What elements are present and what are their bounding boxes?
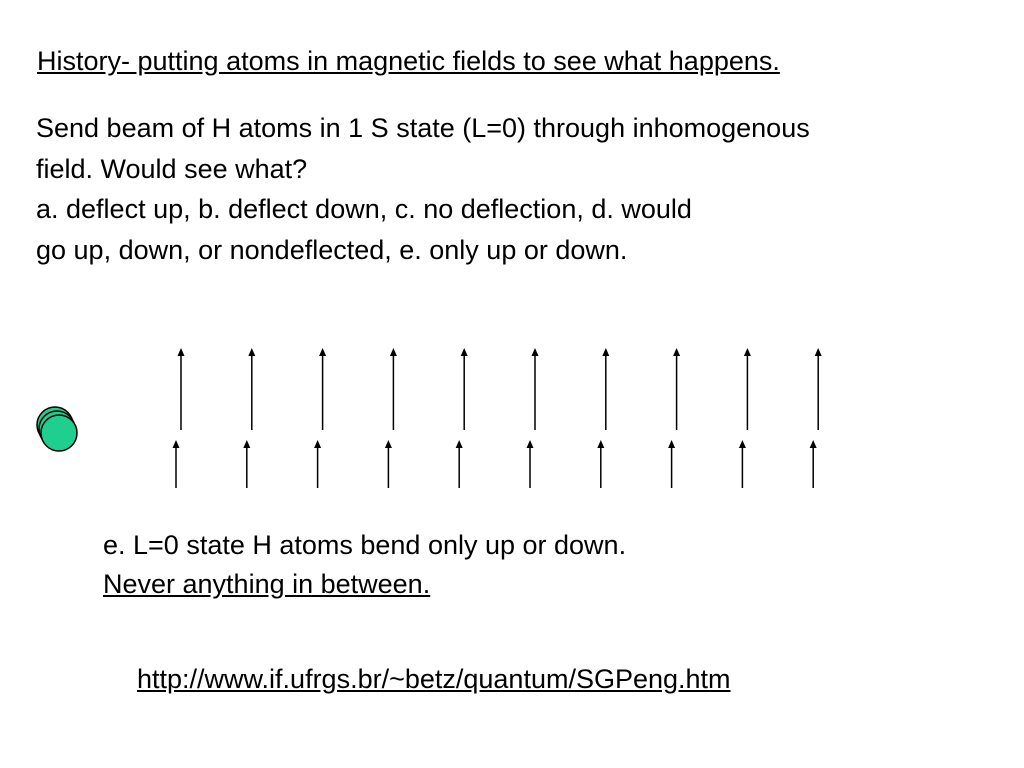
- question-line-4: go up, down, or nondeflected, e. only up or down.: [36, 234, 628, 265]
- upper-field-arrow: [532, 348, 539, 430]
- lower-field-arrow: [314, 440, 321, 488]
- answer-emphasis: Never anything in between.: [103, 569, 431, 599]
- lower-field-arrow: [385, 440, 392, 488]
- field-arrows: [173, 348, 822, 488]
- upper-field-arrow: [248, 348, 255, 430]
- upper-field-arrow: [390, 348, 397, 430]
- answer-text: [103, 526, 626, 604]
- upper-field-arrow: [178, 348, 185, 430]
- lower-field-arrow: [173, 440, 180, 488]
- lower-field-arrow: [243, 440, 250, 488]
- lower-field-arrow: [668, 440, 675, 488]
- question-line-2: field. Would see what?: [36, 153, 308, 184]
- answer-line: e. L=0 state H atoms bend only up or down.: [103, 530, 627, 560]
- reference-link[interactable]: http://www.if.ufrgs.br/~betz/quantum/SGPeng.htm: [137, 664, 731, 694]
- lower-field-arrow: [527, 440, 534, 488]
- upper-field-arrow: [673, 348, 680, 430]
- lower-field-arrow: [456, 440, 463, 488]
- question-line-1: Send beam of H atoms in 1 S state (L=0) through inhomogenous: [36, 113, 810, 143]
- slide-title: History- putting atoms in magnetic fields to see what happens.: [37, 46, 780, 76]
- upper-field-arrow: [815, 348, 822, 430]
- lower-field-arrow: [810, 440, 817, 488]
- upper-field-arrow: [461, 348, 468, 430]
- question-line-3: a. deflect up, b. deflect down, c. no deflection, d. would: [36, 194, 692, 224]
- upper-field-arrow: [744, 348, 751, 430]
- lower-field-arrow: [739, 440, 746, 488]
- atom-circle: [41, 415, 77, 451]
- upper-field-arrow: [602, 348, 609, 430]
- atom-beam-icon: [37, 407, 77, 451]
- upper-field-arrow: [319, 348, 326, 430]
- lower-field-arrow: [597, 440, 604, 488]
